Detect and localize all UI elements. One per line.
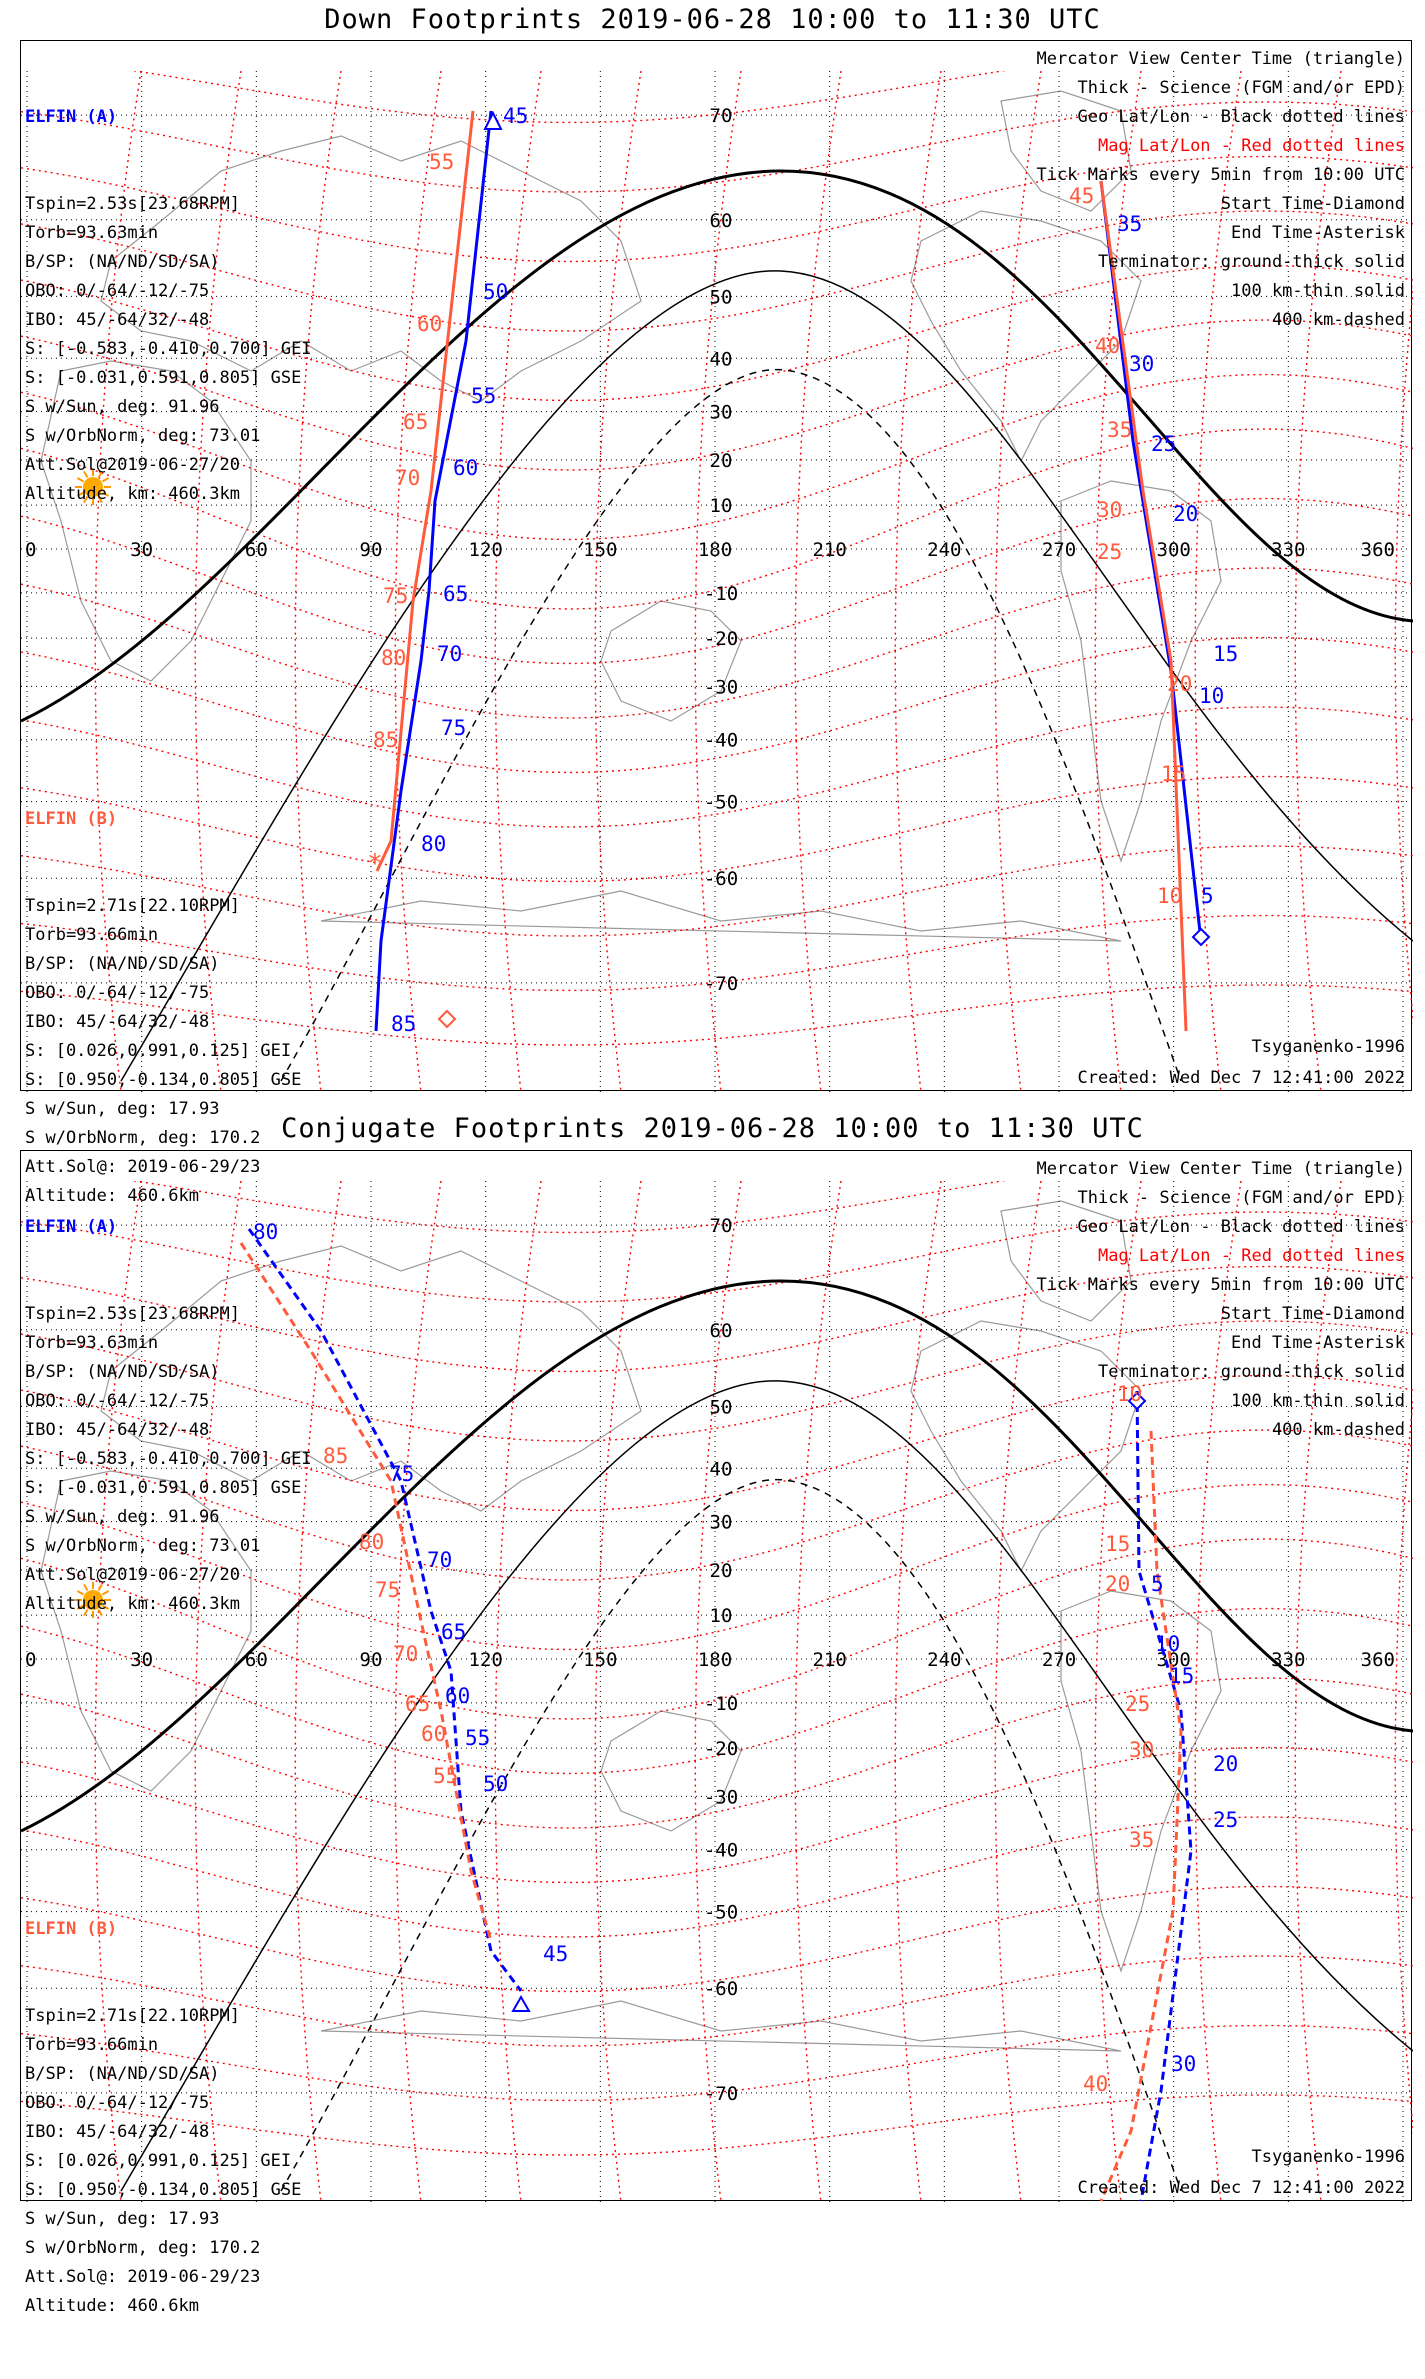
elfin-a-tick-label: 50 xyxy=(483,280,509,304)
elfin-b-tick-label: 35 xyxy=(1129,1828,1155,1852)
mag-meridian xyxy=(495,71,541,1092)
lon-tick-label: 180 xyxy=(697,1649,733,1671)
lat-tick-label: 30 xyxy=(709,401,733,424)
lon-tick-label: 180 xyxy=(697,539,733,561)
elfin-b-track-west xyxy=(377,111,473,871)
elfin-a-tick-label: 60 xyxy=(453,456,479,480)
elfin-b-tick-label: 60 xyxy=(421,1722,447,1746)
legend-item: End Time-Asterisk xyxy=(1231,1333,1405,1353)
mag-meridian xyxy=(495,1181,541,2202)
lat-tick-label: 20 xyxy=(709,449,733,472)
end-asterisk: * xyxy=(367,849,383,879)
elfin-a-tick-label: 55 xyxy=(465,1726,491,1750)
info-line: Att.Sol@2019-06-27/20 xyxy=(25,1565,240,1585)
legend-item: Mag Lat/Lon - Red dotted lines xyxy=(1097,136,1405,156)
info-line: Torb=93.63min xyxy=(25,223,159,243)
elfin-a-tick-label: 50 xyxy=(483,1772,509,1796)
legend-item: 100 km-thin solid xyxy=(1231,1391,1405,1411)
mag-meridian xyxy=(795,71,841,1092)
info-line: S w/OrbNorm, deg: 170.2 xyxy=(25,2238,261,2258)
lon-tick-label: 150 xyxy=(583,539,618,561)
elfin-b-tick-label: 85 xyxy=(323,1444,349,1468)
elfin-a-tick-label: 65 xyxy=(441,1620,467,1644)
legend-item: Terminator: ground-thick solid xyxy=(1097,252,1405,272)
start-diamond xyxy=(1193,929,1209,945)
elfin-a-tick-label: 5 xyxy=(1201,884,1214,908)
lon-tick-label: 210 xyxy=(812,1649,847,1671)
elfin-b-tick-label: 60 xyxy=(417,312,443,336)
lon-tick-label: 300 xyxy=(1156,539,1191,561)
lat-tick-label: -40 xyxy=(703,729,739,752)
legend-item: Mercator View Center Time (triangle) xyxy=(1036,1159,1405,1179)
info-line: Tspin=2.53s[23.68RPM] xyxy=(25,194,240,214)
lat-tick-label: -50 xyxy=(703,1901,739,1924)
elfin-a-tick-label: 10 xyxy=(1155,1632,1181,1656)
info-line: Tspin=2.71s[22.10RPM] xyxy=(25,896,240,916)
info-line: B/SP: (NA/ND/SD/SA) xyxy=(25,1362,220,1382)
elfin-b-tick-label: 75 xyxy=(375,1578,401,1602)
land-outline xyxy=(601,601,741,721)
elfin-a-tick-label: 80 xyxy=(421,832,447,856)
info-line: S w/Sun, deg: 91.96 xyxy=(25,1507,220,1527)
lon-tick-label: 30 xyxy=(130,539,154,561)
info-line: S w/Sun, deg: 17.93 xyxy=(25,1099,220,1119)
lat-tick-label: -30 xyxy=(703,676,739,699)
elfin-a-tick-label: 25 xyxy=(1213,1808,1239,1832)
mag-meridian xyxy=(395,71,441,1092)
mag-meridian xyxy=(895,71,941,1092)
elfin-b-tick-label: 80 xyxy=(359,1530,385,1554)
elfin-a-tick-label: 70 xyxy=(427,1548,453,1572)
elfin-b-params xyxy=(25,2002,301,2321)
lon-tick-label: 0 xyxy=(25,539,37,561)
info-line: Att.Sol@: 2019-06-29/23 xyxy=(25,2267,261,2287)
elfin-a-tick-label: 75 xyxy=(389,1462,415,1486)
lat-tick-label: -60 xyxy=(703,1978,739,2001)
lat-tick-label: 70 xyxy=(709,105,733,128)
lon-tick-label: 360 xyxy=(1360,539,1395,561)
elfin-b-tick-label: 80 xyxy=(381,646,407,670)
lat-tick-label: 60 xyxy=(709,209,733,232)
mag-meridian xyxy=(795,1181,841,2202)
info-line: S: [-0.583,-0.410,0.700] GEI xyxy=(25,1449,312,1469)
center-triangle xyxy=(513,1997,529,2011)
lat-tick-label: -20 xyxy=(703,628,739,651)
land-outline xyxy=(601,1711,741,1831)
legend-item: Geo Lat/Lon - Black dotted lines xyxy=(1077,107,1405,127)
info-line: Torb=93.66min xyxy=(25,925,159,945)
lat-tick-label: -70 xyxy=(703,2082,739,2105)
lon-tick-label: 120 xyxy=(468,539,503,561)
mag-meridian xyxy=(595,71,641,1092)
elfin-a-tick-label: 65 xyxy=(443,582,469,606)
elfin-a-tick-label: 75 xyxy=(441,716,467,740)
info-line: S: [0.026,0.991,0.125] GEI xyxy=(25,1041,292,1061)
model-label: Tsyganenko-1996 xyxy=(1251,1037,1405,1057)
elfin-b-tick-label: 40 xyxy=(1083,2072,1109,2096)
panel-title-down: Down Footprints 2019-06-28 10:00 to 11:30 UTC xyxy=(324,4,1101,35)
center-triangle xyxy=(485,113,501,129)
lat-tick-label: 50 xyxy=(709,1396,733,1419)
elfin-b-tick-label: 30 xyxy=(1129,1738,1155,1762)
lon-tick-label: 240 xyxy=(927,539,962,561)
info-line: Tspin=2.71s[22.10RPM] xyxy=(25,2006,240,2026)
land-outline xyxy=(321,2001,1121,2051)
lat-tick-label: -10 xyxy=(703,582,739,605)
elfin-b-tick-label: 30 xyxy=(1097,498,1123,522)
lon-tick-label: 120 xyxy=(468,1649,503,1671)
info-line: Tspin=2.53s[23.68RPM] xyxy=(25,1304,240,1324)
elfin-b-tick-label: 70 xyxy=(393,1642,419,1666)
info-line: S: [0.950,-0.134,0.805] GSE xyxy=(25,1070,302,1090)
elfin-a-tick-label: 70 xyxy=(437,642,463,666)
elfin-b-label: ELFIN (B) xyxy=(25,809,118,829)
elfin-a-info xyxy=(25,1155,312,1677)
info-line: Altitude: 460.6km xyxy=(25,1186,199,1206)
info-line: S: [-0.031,0.591,0.805] GSE xyxy=(25,368,302,388)
info-line: B/SP: (NA/ND/SD/SA) xyxy=(25,2064,220,2084)
lat-tick-label: 10 xyxy=(709,495,733,518)
lat-tick-label: 60 xyxy=(709,1319,733,1342)
lat-tick-label: -30 xyxy=(703,1786,739,1809)
lat-tick-label: 40 xyxy=(709,348,733,371)
legend-item: Tick Marks every 5min from 10:00 UTC xyxy=(1036,1275,1405,1295)
legend-item: Start Time-Diamond xyxy=(1220,194,1405,214)
mag-meridian xyxy=(895,1181,941,2202)
start-diamond-b xyxy=(439,1011,455,1027)
lon-tick-label: 330 xyxy=(1271,1649,1306,1671)
info-line: Altitude: 460.6km xyxy=(25,2296,199,2316)
elfin-b-tick-label: 55 xyxy=(429,150,455,174)
map-legend xyxy=(1037,1155,1405,1445)
lat-tick-label: 20 xyxy=(709,1559,733,1582)
panel-title-conjugate: Conjugate Footprints 2019-06-28 10:00 to 11:30 UTC xyxy=(281,1113,1144,1144)
lon-tick-label: 240 xyxy=(927,1649,962,1671)
lat-tick-label: -20 xyxy=(703,1738,739,1761)
elfin-b-tick-label: 75 xyxy=(383,584,409,608)
elfin-b-tick-label: 20 xyxy=(1167,672,1193,696)
lon-tick-label: 150 xyxy=(583,1649,618,1671)
elfin-a-params xyxy=(25,1300,312,1619)
lon-tick-label: 360 xyxy=(1360,1649,1395,1671)
lon-tick-label: 330 xyxy=(1271,539,1306,561)
legend-item: Geo Lat/Lon - Black dotted lines xyxy=(1077,1217,1405,1237)
elfin-a-tick-label: 45 xyxy=(503,104,529,128)
lat-tick-label: 50 xyxy=(709,286,733,309)
elfin-b-tick-label: 40 xyxy=(1095,334,1121,358)
created-stamp: Created: Wed Dec 7 12:41:00 2022 xyxy=(1077,1068,1405,1088)
elfin-b-label: ELFIN (B) xyxy=(25,1919,118,1939)
legend-item: Thick - Science (FGM and/or EPD) xyxy=(1077,78,1405,98)
elfin-a-label: ELFIN (A) xyxy=(25,107,118,127)
elfin-a-tick-label: 30 xyxy=(1171,2052,1197,2076)
info-line: Att.Sol@2019-06-27/20 xyxy=(25,455,240,475)
info-line: OBO: 0/-64/-12/-75 xyxy=(25,983,210,1003)
land-outline xyxy=(321,891,1121,941)
terminator-100km xyxy=(121,271,1413,1081)
elfin-b-tick-label: 65 xyxy=(403,410,429,434)
elfin-a-tick-label: 20 xyxy=(1213,1752,1239,1776)
info-line: S: [0.950,-0.134,0.805] GSE xyxy=(25,2180,302,2200)
info-line: S: [0.026,0.991,0.125] GEI xyxy=(25,2151,292,2171)
lon-tick-label: 90 xyxy=(359,1649,383,1671)
elfin-b-tick-label: 25 xyxy=(1125,1692,1151,1716)
lat-tick-label: -50 xyxy=(703,791,739,814)
elfin-a-tick-label: 15 xyxy=(1169,1664,1195,1688)
elfin-a-tick-label: 25 xyxy=(1151,432,1177,456)
elfin-a-tick-label: 30 xyxy=(1129,352,1155,376)
elfin-a-label: ELFIN (A) xyxy=(25,1217,118,1237)
legend-item: Thick - Science (FGM and/or EPD) xyxy=(1077,1188,1405,1208)
info-line: OBO: 0/-64/-12/-75 xyxy=(25,281,210,301)
info-line: S w/OrbNorm, deg: 73.01 xyxy=(25,1536,261,1556)
lon-tick-label: 270 xyxy=(1041,1649,1077,1671)
lat-tick-label: 40 xyxy=(709,1458,733,1481)
info-line: B/SP: (NA/ND/SD/SA) xyxy=(25,954,220,974)
elfin-b-tick-label: 10 xyxy=(1157,884,1183,908)
elfin-b-tick-label: 10 xyxy=(1117,1382,1143,1406)
elfin-b-tick-label: 15 xyxy=(1161,762,1187,786)
elfin-b-info xyxy=(25,1857,301,2379)
lon-tick-label: 210 xyxy=(812,539,847,561)
lat-tick-label: -10 xyxy=(703,1692,739,1715)
lat-tick-label: -40 xyxy=(703,1839,739,1862)
legend-item: Start Time-Diamond xyxy=(1220,1304,1405,1324)
elfin-b-tick-label: 15 xyxy=(1105,1532,1131,1556)
info-line: S w/OrbNorm, deg: 170.2 xyxy=(25,1128,261,1148)
elfin-b-tick-label: 70 xyxy=(395,466,421,490)
legend-item: End Time-Asterisk xyxy=(1231,223,1405,243)
info-line: Torb=93.66min xyxy=(25,2035,159,2055)
lat-tick-label: -60 xyxy=(703,868,739,891)
info-line: IBO: 45/-64/32/-48 xyxy=(25,1012,210,1032)
lat-tick-label: 30 xyxy=(709,1511,733,1534)
elfin-a-tick-label: 5 xyxy=(1151,1572,1164,1596)
terminator-100km xyxy=(121,1381,1413,2191)
mag-meridian xyxy=(595,1181,641,2202)
elfin-b-tick-label: 85 xyxy=(373,728,399,752)
info-line: S: [-0.031,0.591,0.805] GSE xyxy=(25,1478,302,1498)
elfin-b-tick-label: 20 xyxy=(1105,1572,1131,1596)
info-line: Att.Sol@: 2019-06-29/23 xyxy=(25,1157,261,1177)
elfin-a-tick-label: 15 xyxy=(1213,642,1239,666)
lon-tick-label: 270 xyxy=(1041,539,1077,561)
info-line: S w/OrbNorm, deg: 73.01 xyxy=(25,426,261,446)
lat-tick-label: -70 xyxy=(703,972,739,995)
info-line: IBO: 45/-64/32/-48 xyxy=(25,2122,210,2142)
lon-tick-label: 60 xyxy=(244,1649,268,1671)
elfin-a-tick-label: 45 xyxy=(543,1942,569,1966)
lon-tick-label: 90 xyxy=(359,539,383,561)
legend-item: 100 km-thin solid xyxy=(1231,281,1405,301)
info-line: IBO: 45/-64/32/-48 xyxy=(25,1420,210,1440)
info-line: S w/Sun, deg: 17.93 xyxy=(25,2209,220,2229)
lon-tick-label: 60 xyxy=(244,539,268,561)
lon-tick-label: 300 xyxy=(1156,1649,1191,1671)
elfin-a-tick-label: 80 xyxy=(253,1220,279,1244)
info-line: B/SP: (NA/ND/SD/SA) xyxy=(25,252,220,272)
legend-item: 400 km-dashed xyxy=(1271,310,1405,330)
elfin-a-track-west xyxy=(376,111,491,1031)
model-label: Tsyganenko-1996 xyxy=(1251,2147,1405,2167)
info-line: S w/Sun, deg: 91.96 xyxy=(25,397,220,417)
elfin-a-tick-label: 20 xyxy=(1173,502,1199,526)
created-stamp: Created: Wed Dec 7 12:41:00 2022 xyxy=(1077,2178,1405,2198)
info-line: S: [-0.583,-0.410,0.700] GEI xyxy=(25,339,312,359)
legend-item: Tick Marks every 5min from 10:00 UTC xyxy=(1036,165,1405,185)
elfin-a-tick-label: 60 xyxy=(445,1684,471,1708)
elfin-a-tick-label: 85 xyxy=(391,1012,417,1036)
lon-tick-label: 0 xyxy=(25,1649,37,1671)
map-legend xyxy=(1037,45,1405,335)
elfin-a-tick-label: 10 xyxy=(1199,684,1225,708)
elfin-b-tick-label: 55 xyxy=(433,1764,459,1788)
legend-item: Mag Lat/Lon - Red dotted lines xyxy=(1097,1246,1405,1266)
elfin-a-tick-label: 55 xyxy=(471,384,497,408)
lon-tick-label: 30 xyxy=(130,1649,154,1671)
legend-item: Mercator View Center Time (triangle) xyxy=(1036,49,1405,69)
elfin-b-tick-label: 25 xyxy=(1097,540,1123,564)
map-panel-conjugate xyxy=(20,1150,1412,2316)
elfin-b-tick-label: 65 xyxy=(405,1692,431,1716)
elfin-b-tick-label: 45 xyxy=(1069,184,1095,208)
elfin-b-tick-label: 35 xyxy=(1107,418,1133,442)
info-line: Altitude, km: 460.3km xyxy=(25,1594,240,1614)
elfin-a-info xyxy=(25,45,312,567)
elfin-a-tick-label: 35 xyxy=(1117,212,1143,236)
legend-item: Terminator: ground-thick solid xyxy=(1097,1362,1405,1382)
info-line: IBO: 45/-64/32/-48 xyxy=(25,310,210,330)
info-line: OBO: 0/-64/-12/-75 xyxy=(25,2093,210,2113)
info-line: Torb=93.63min xyxy=(25,1333,159,1353)
legend-item: 400 km-dashed xyxy=(1271,1420,1405,1440)
lat-tick-label: 70 xyxy=(709,1215,733,1238)
lat-tick-label: 10 xyxy=(709,1605,733,1628)
info-line: Altitude, km: 460.3km xyxy=(25,484,240,504)
elfin-a-params xyxy=(25,190,312,509)
info-line: OBO: 0/-64/-12/-75 xyxy=(25,1391,210,1411)
